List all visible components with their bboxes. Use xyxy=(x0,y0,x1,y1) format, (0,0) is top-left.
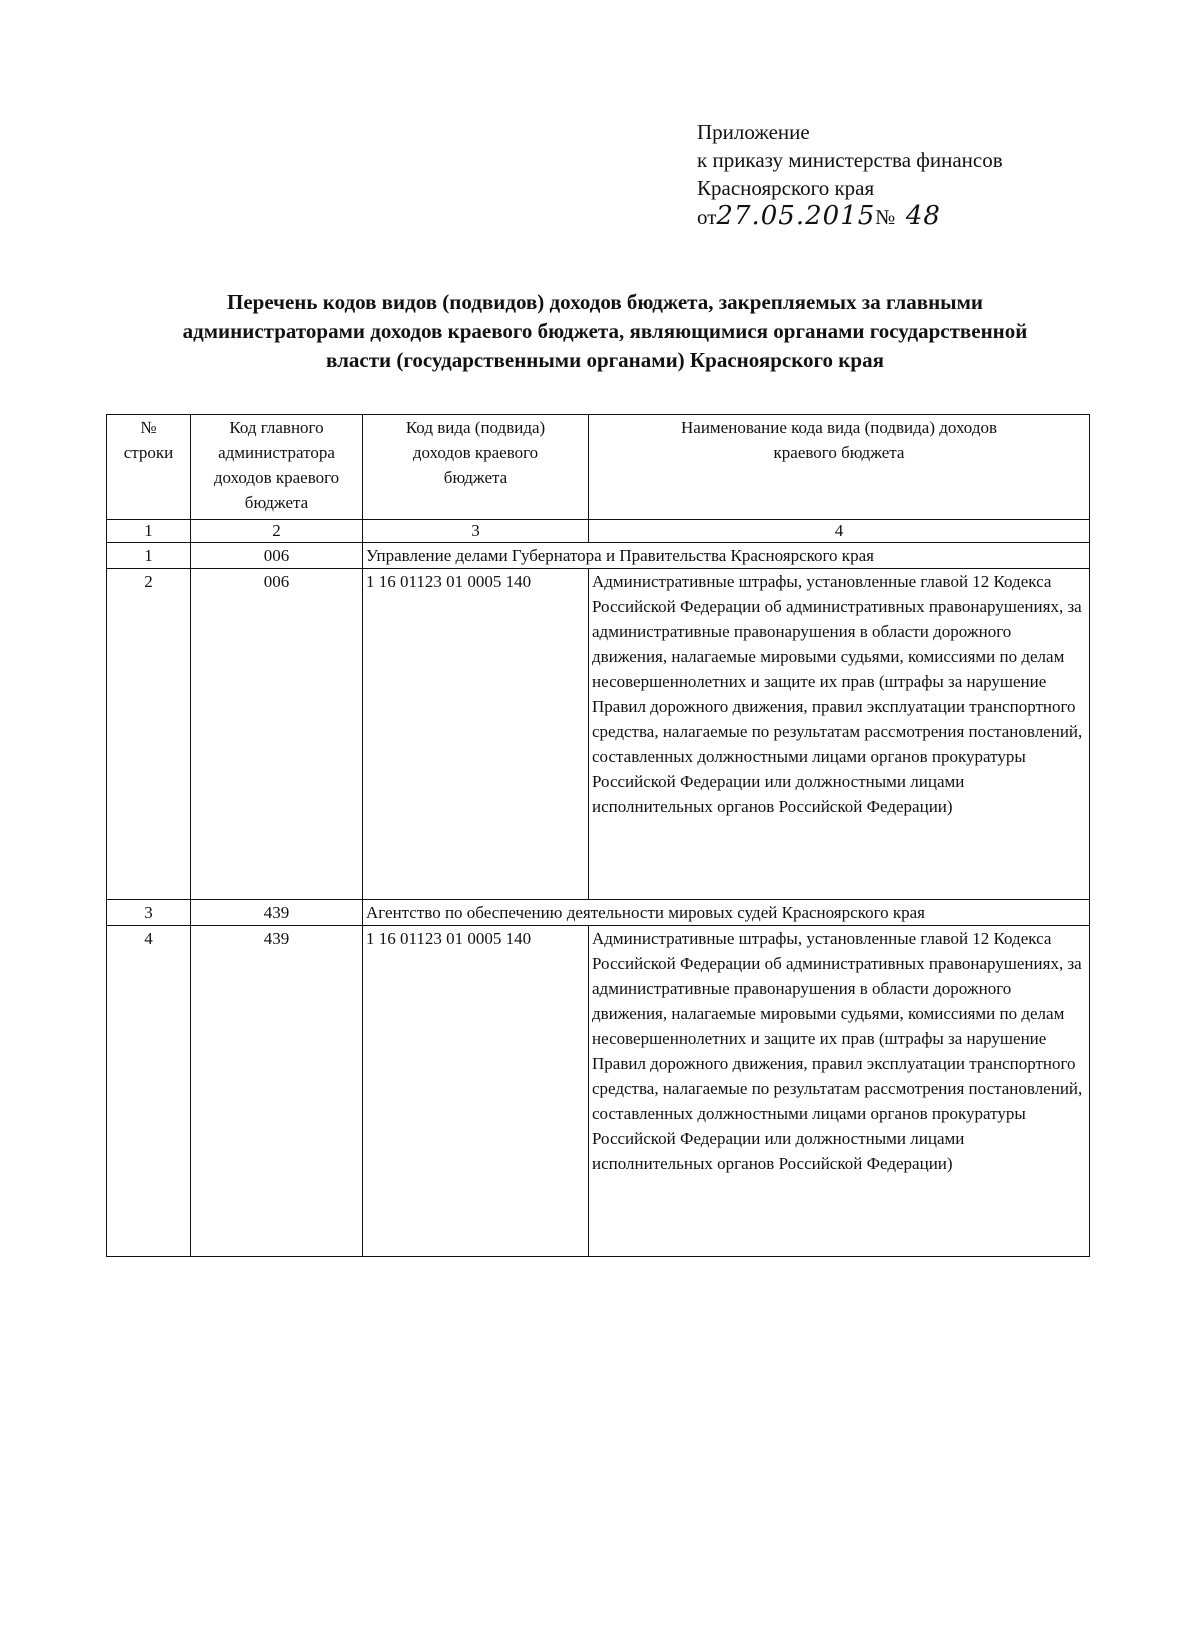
revenue-code: 1 16 01123 01 0005 140 xyxy=(363,926,589,1257)
revenue-code-name: Административные штрафы, установленные главой 12 Кодекса Российской Федерации об административных правонарушениях, за административные правонарушения в области дорожного движения, налагаемые мировыми судьями, комиссиями по делам несовершеннолетних и защите их прав (штрафы за нарушение Правил дорожного движения, правил эксплуатации транспортного средства, налагаемые по результатам рассмотрения постановлений, составленных должностными лицами органов прокуратуры Российской Федерации или должностными лицами исполнительных органов Российской Федерации) xyxy=(589,569,1090,900)
date-prefix: от xyxy=(697,205,717,229)
title-line-3: власти (государственными органами) Красноярского края xyxy=(326,348,884,372)
appendix-header xyxy=(697,118,1003,231)
document-title xyxy=(110,288,1100,375)
row-number: 2 xyxy=(107,569,191,900)
title-line-1: Перечень кодов видов (подвидов) доходов бюджета, закрепляемых за главными xyxy=(227,290,983,314)
appendix-date-line xyxy=(697,202,1003,231)
organization-name: Управление делами Губернатора и Правительства Красноярского края xyxy=(363,543,1090,569)
appendix-region: Красноярского края xyxy=(697,176,875,200)
header-admin-code: Код главного администратора доходов краевого бюджета xyxy=(191,415,363,520)
table-row xyxy=(107,926,1090,1257)
table-row xyxy=(107,900,1090,926)
column-number: 4 xyxy=(589,520,1090,543)
table-header-row xyxy=(107,415,1090,520)
table-row xyxy=(107,543,1090,569)
column-number: 3 xyxy=(363,520,589,543)
column-numbering-row xyxy=(107,520,1090,543)
revenue-code-name: Административные штрафы, установленные главой 12 Кодекса Российской Федерации об административных правонарушениях, за административные правонарушения в области дорожного движения, налагаемые мировыми судьями, комиссиями по делам несовершеннолетних и защите их прав (штрафы за нарушение Правил дорожного движения, правил эксплуатации транспортного средства, налагаемые по результатам рассмотрения постановлений, составленных должностными лицами органов прокуратуры Российской Федерации или должностными лицами исполнительных органов Российской Федерации) xyxy=(589,926,1090,1257)
header-revenue-code: Код вида (подвида) доходов краевого бюджета xyxy=(363,415,589,520)
number-prefix: № xyxy=(875,205,896,229)
admin-code: 439 xyxy=(191,926,363,1257)
row-number: 4 xyxy=(107,926,191,1257)
admin-code: 006 xyxy=(191,569,363,900)
revenue-code: 1 16 01123 01 0005 140 xyxy=(363,569,589,900)
header-row-number: № строки xyxy=(107,415,191,520)
organization-name: Агентство по обеспечению деятельности мировых судей Красноярского края xyxy=(363,900,1090,926)
column-number: 2 xyxy=(191,520,363,543)
handwritten-date: 27.05.2015 xyxy=(716,201,876,231)
admin-code: 006 xyxy=(191,543,363,569)
handwritten-number: 48 xyxy=(905,201,941,231)
title-line-2: администраторами доходов краевого бюджета, являющимися органами государственной xyxy=(182,319,1028,343)
appendix-label: Приложение xyxy=(697,120,810,144)
column-number: 1 xyxy=(107,520,191,543)
header-code-name: Наименование кода вида (подвида) доходов краевого бюджета xyxy=(589,415,1090,520)
appendix-order-reference: к приказу министерства финансов xyxy=(697,148,1003,172)
row-number: 3 xyxy=(107,900,191,926)
revenue-codes-table xyxy=(106,414,1090,1257)
row-number: 1 xyxy=(107,543,191,569)
admin-code: 439 xyxy=(191,900,363,926)
table-row xyxy=(107,569,1090,900)
